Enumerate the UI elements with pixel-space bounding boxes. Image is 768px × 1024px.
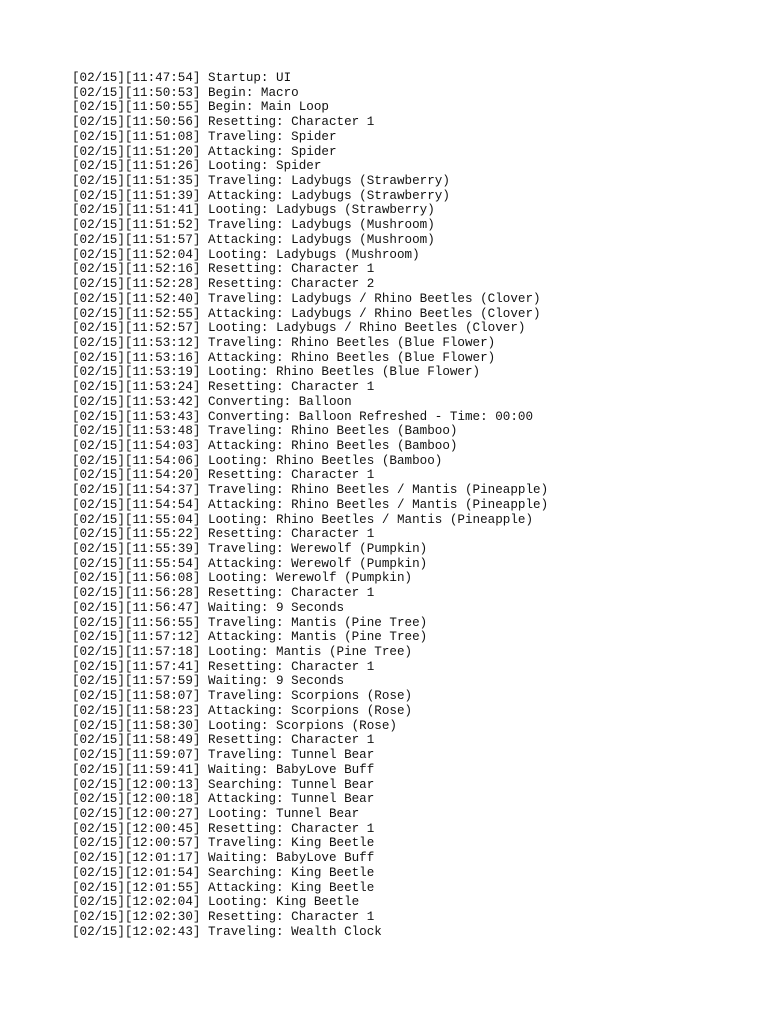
- log-line: [02/15][12:01:17] Waiting: BabyLove Buff: [72, 851, 375, 866]
- log-line: [02/15][11:56:47] Waiting: 9 Seconds: [72, 600, 345, 615]
- log-line: [02/15][11:52:40] Traveling: Ladybugs / Rhino Beetles (Clover): [72, 291, 541, 306]
- log-line: [02/15][11:51:39] Attacking: Ladybugs (Strawberry): [72, 188, 450, 203]
- log-line: [02/15][11:56:08] Looting: Werewolf (Pumpkin): [72, 571, 413, 586]
- log-line: [02/15][11:47:54] Startup: UI: [72, 71, 292, 85]
- log-line: [02/15][11:56:55] Traveling: Mantis (Pine Tree): [72, 615, 428, 630]
- log-line: [02/15][11:53:48] Traveling: Rhino Beetles (Bamboo): [72, 424, 458, 439]
- log-line: [02/15][11:59:07] Traveling: Tunnel Bear: [72, 748, 375, 763]
- log-line: [02/15][11:54:03] Attacking: Rhino Beetles (Bamboo): [72, 438, 458, 453]
- log-line: [02/15][11:53:24] Resetting: Character 1: [72, 380, 375, 395]
- log-line: [02/15][11:57:12] Attacking: Mantis (Pine Tree): [72, 630, 428, 645]
- log-line: [02/15][12:00:45] Resetting: Character 1: [72, 821, 375, 836]
- log-line: [02/15][11:50:53] Begin: Macro: [72, 85, 299, 100]
- log-line: [02/15][11:52:55] Attacking: Ladybugs / Rhino Beetles (Clover): [72, 306, 541, 321]
- log-line: [02/15][12:00:57] Traveling: King Beetle: [72, 836, 375, 851]
- log-line: [02/15][11:57:59] Waiting: 9 Seconds: [72, 674, 345, 689]
- log-line: [02/15][11:50:55] Begin: Main Loop: [72, 100, 329, 115]
- log-line: [02/15][11:56:28] Resetting: Character 1: [72, 586, 375, 601]
- log-line: [02/15][12:00:27] Looting: Tunnel Bear: [72, 806, 360, 821]
- log-line: [02/15][11:58:23] Attacking: Scorpions (Rose): [72, 703, 413, 718]
- log-line: [02/15][11:57:18] Looting: Mantis (Pine Tree): [72, 645, 413, 660]
- log-line: [02/15][11:51:52] Traveling: Ladybugs (Mushroom): [72, 218, 435, 233]
- log-line: [02/15][11:54:20] Resetting: Character 1: [72, 468, 375, 483]
- log-line: [02/15][11:55:54] Attacking: Werewolf (Pumpkin): [72, 556, 428, 571]
- log-line: [02/15][11:51:26] Looting: Spider: [72, 159, 322, 174]
- log-line: [02/15][11:54:37] Traveling: Rhino Beetles / Mantis (Pineapple): [72, 483, 549, 498]
- log-line: [02/15][11:53:19] Looting: Rhino Beetles (Blue Flower): [72, 365, 481, 380]
- log-line: [02/15][11:52:04] Looting: Ladybugs (Mushroom): [72, 247, 420, 262]
- log-line: [02/15][11:58:49] Resetting: Character 1: [72, 733, 375, 748]
- log-line: [02/15][12:02:04] Looting: King Beetle: [72, 895, 360, 910]
- log-line: [02/15][11:58:07] Traveling: Scorpions (Rose): [72, 689, 413, 704]
- log-line: [02/15][11:55:22] Resetting: Character 1: [72, 527, 375, 542]
- log-line: [02/15][11:51:35] Traveling: Ladybugs (Strawberry): [72, 174, 450, 189]
- log-line: [02/15][12:00:18] Attacking: Tunnel Bear: [72, 792, 375, 807]
- log-line: [02/15][11:53:42] Converting: Balloon: [72, 394, 352, 409]
- log-line: [02/15][11:57:41] Resetting: Character 1: [72, 659, 375, 674]
- log-line: [02/15][11:51:41] Looting: Ladybugs (Strawberry): [72, 203, 435, 218]
- log-line: [02/15][11:52:28] Resetting: Character 2: [72, 277, 375, 292]
- log-line: [02/15][11:55:39] Traveling: Werewolf (Pumpkin): [72, 542, 428, 556]
- log-line: [02/15][11:52:57] Looting: Ladybugs / Rhino Beetles (Clover): [72, 321, 526, 336]
- log-line: [02/15][11:54:54] Attacking: Rhino Beetles / Mantis (Pineapple): [72, 497, 549, 512]
- log-line: [02/15][12:00:13] Searching: Tunnel Bear: [72, 777, 375, 792]
- log-line: [02/15][12:02:30] Resetting: Character 1: [72, 909, 375, 924]
- log-line: [02/15][11:53:12] Traveling: Rhino Beetles (Blue Flower): [72, 335, 496, 350]
- log-line: [02/15][12:01:54] Searching: King Beetle: [72, 865, 375, 880]
- macro-log: [72, 71, 548, 939]
- log-line: [02/15][11:54:06] Looting: Rhino Beetles (Bamboo): [72, 453, 443, 468]
- log-line: [02/15][11:52:16] Resetting: Character 1: [72, 262, 375, 277]
- log-line: [02/15][11:51:20] Attacking: Spider: [72, 144, 337, 159]
- log-line: [02/15][12:01:55] Attacking: King Beetle: [72, 880, 375, 895]
- log-line: [02/15][11:51:08] Traveling: Spider: [72, 129, 337, 144]
- log-line: [02/15][11:58:30] Looting: Scorpions (Rose): [72, 718, 397, 733]
- log-line: [02/15][11:51:57] Attacking: Ladybugs (Mushroom): [72, 232, 435, 247]
- log-line: [02/15][11:53:16] Attacking: Rhino Beetles (Blue Flower): [72, 350, 496, 365]
- log-line: [02/15][12:02:43] Traveling: Wealth Clock: [72, 924, 382, 939]
- log-line: [02/15][11:59:41] Waiting: BabyLove Buff: [72, 762, 375, 777]
- log-line: [02/15][11:50:56] Resetting: Character 1: [72, 115, 375, 130]
- log-line: [02/15][11:55:04] Looting: Rhino Beetles / Mantis (Pineapple): [72, 512, 534, 527]
- log-line: [02/15][11:53:43] Converting: Balloon Refreshed - Time: 00:00: [72, 409, 534, 424]
